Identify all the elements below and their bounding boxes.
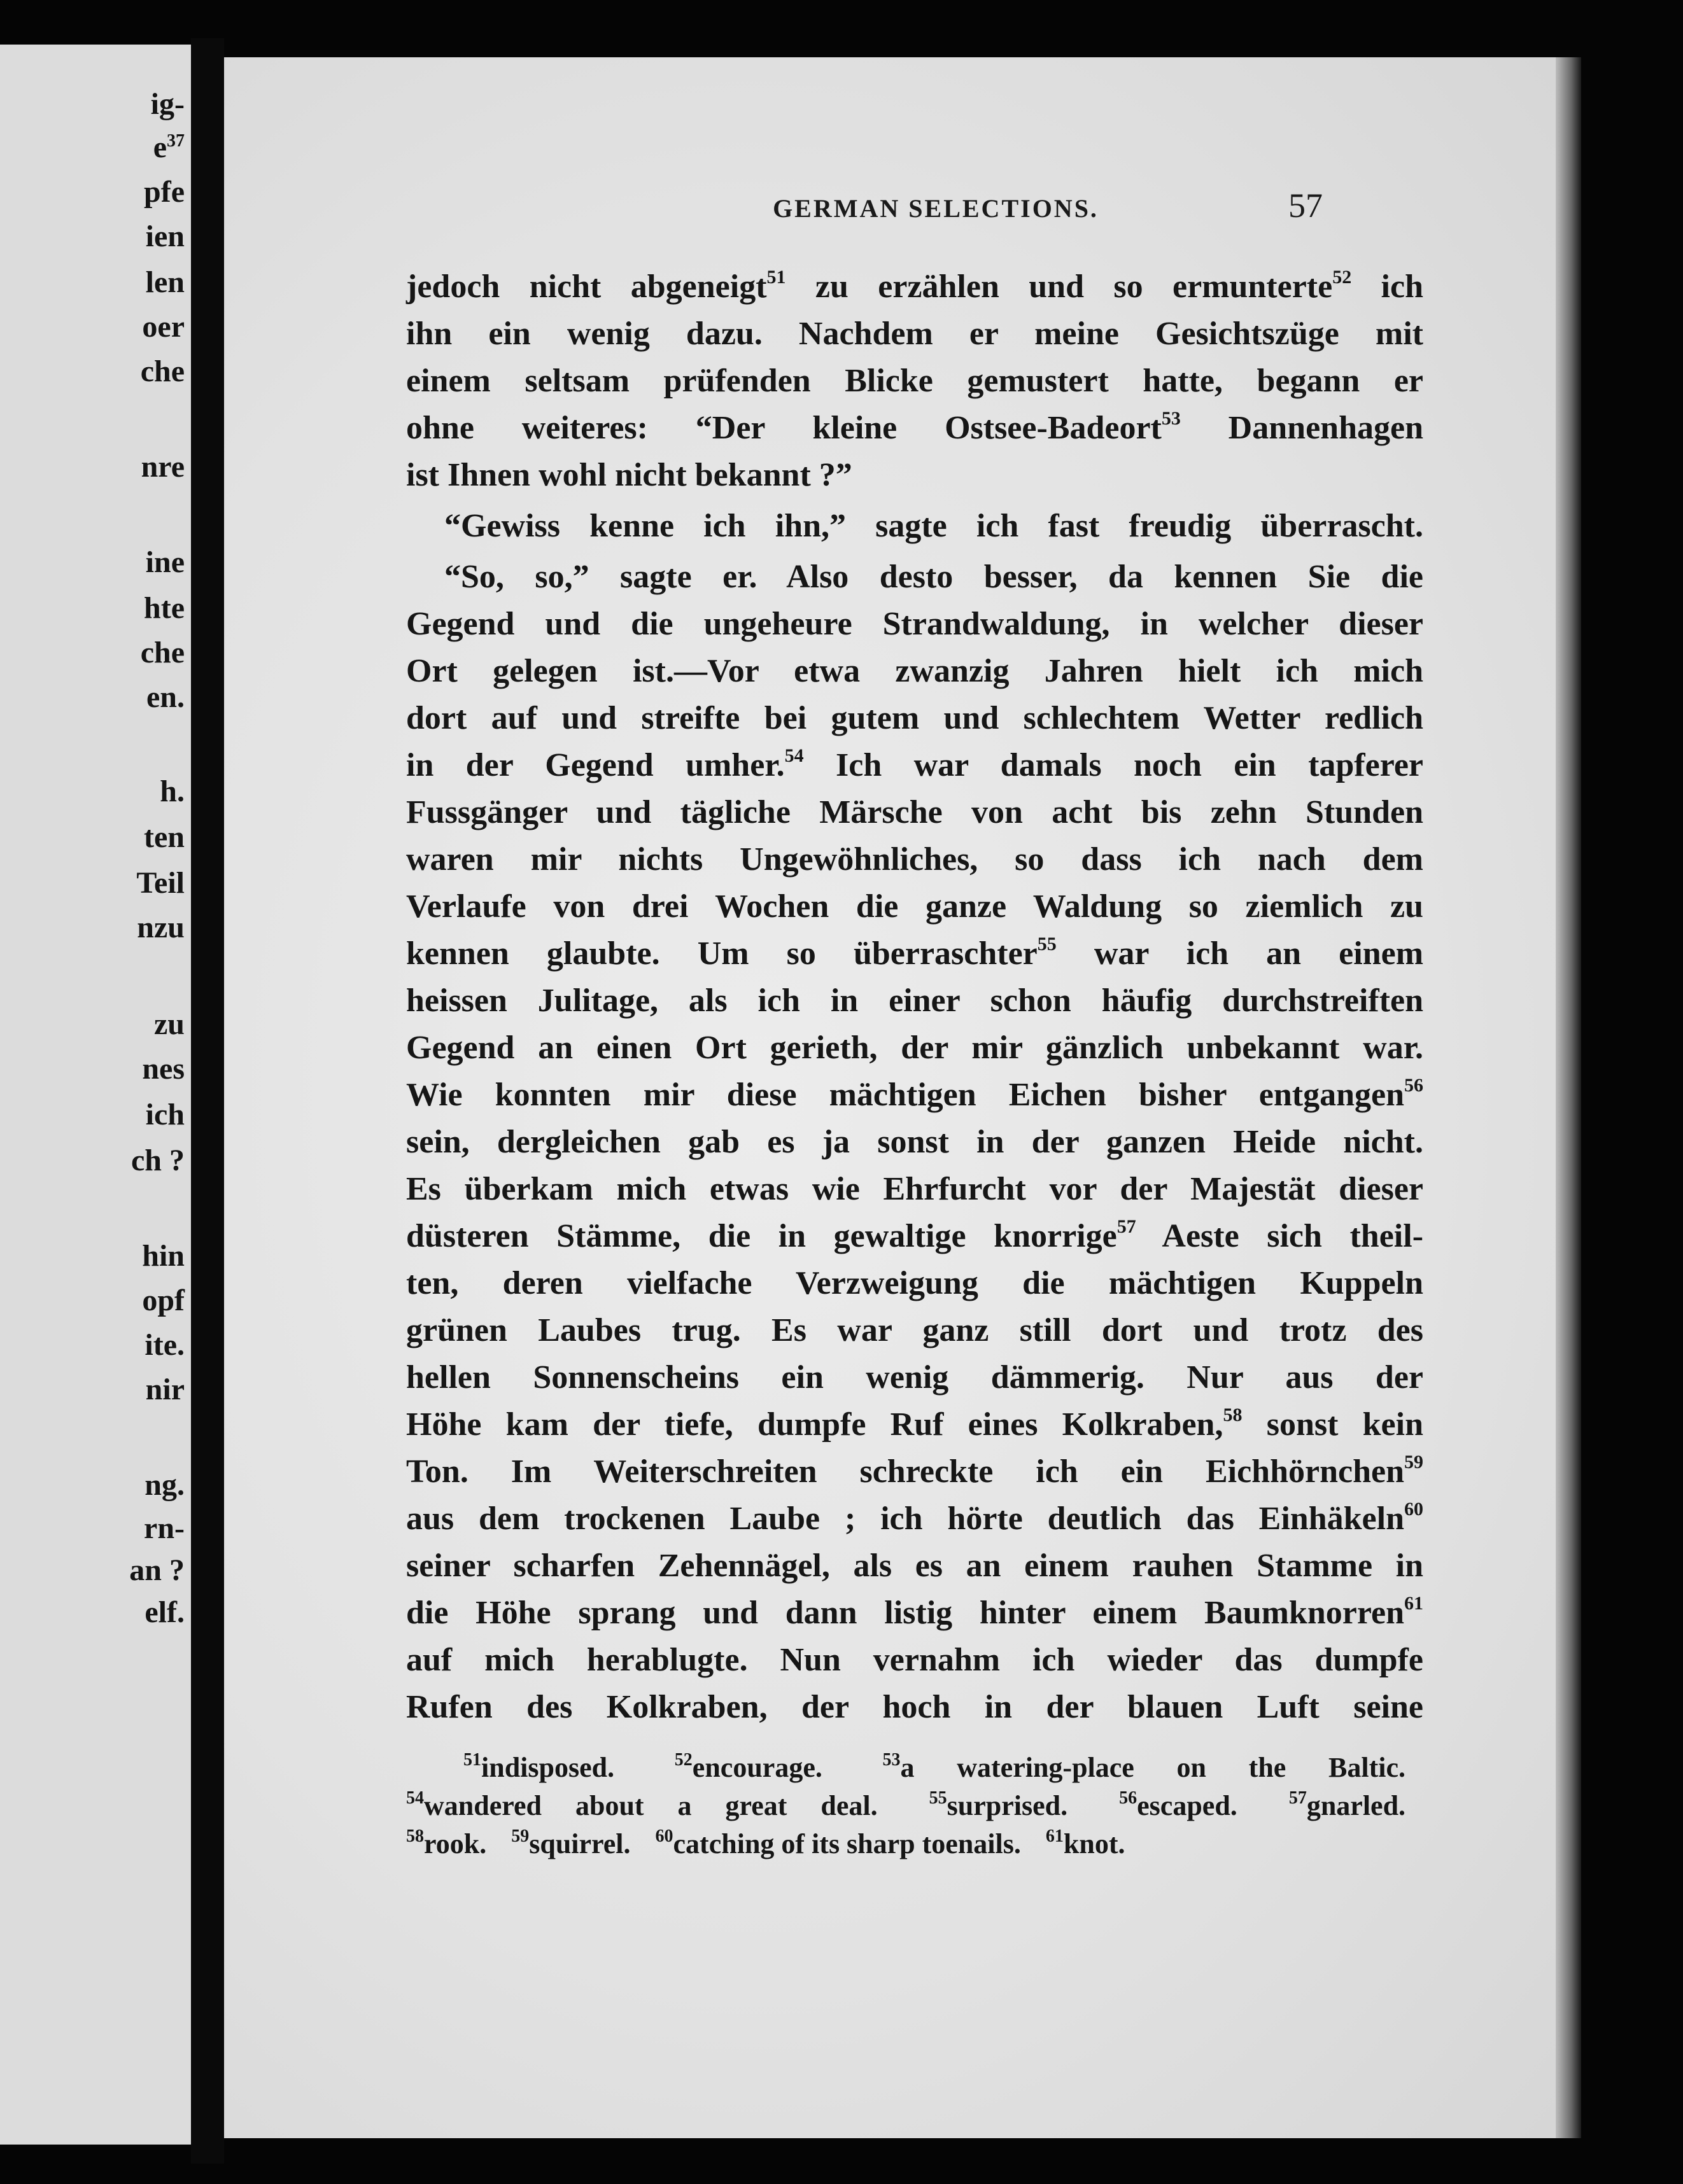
fragment-text: ien (145, 220, 185, 253)
text-line: einem seltsam prüfenden Blicke gemustert hatte, begann er (406, 363, 1423, 399)
text-line: ten, deren vielfache Verzweigung die mächtigen Kuppeln (406, 1265, 1423, 1301)
footnote (1289, 1790, 1405, 1821)
text-line: sein, dergleichen gab es ja sonst in der ganzen Heide nicht. (406, 1124, 1423, 1160)
footnote-text: indisposed. (481, 1752, 615, 1783)
facing-page-text-fragment (141, 638, 185, 668)
fragment-text: nes (142, 1052, 185, 1086)
footnote-number: 59 (511, 1826, 530, 1846)
footnote-number: 56 (1119, 1788, 1137, 1808)
footnote (463, 1752, 614, 1783)
footnote (406, 1790, 878, 1821)
facing-page-text-fragment (129, 1555, 185, 1586)
page-number: 57 (1288, 186, 1323, 225)
running-title: GERMAN SELECTIONS. (773, 194, 1099, 223)
footnote-number: 52 (674, 1750, 693, 1770)
fragment-text: ch ? (131, 1144, 185, 1177)
body-text (406, 263, 1423, 1731)
fragment-text: opf (142, 1284, 185, 1317)
fragment-text: che (140, 636, 185, 669)
footnote (883, 1752, 1405, 1783)
text-line: grünen Laubes trug. Es war ganz still dort und trotz des (406, 1312, 1423, 1348)
footnote (656, 1828, 1021, 1859)
facing-page-text-fragment (142, 1285, 185, 1316)
facing-page-text-fragment (137, 913, 185, 943)
footnote-line (406, 1787, 1423, 1825)
facing-page-text-fragment (144, 1330, 185, 1361)
footnote-reference: 52 (1332, 267, 1352, 288)
facing-page-text-fragment (146, 682, 185, 713)
text-line: Es überkam mich etwas wie Ehrfurcht vor der Majestät dieser (406, 1171, 1423, 1207)
fragment-text: nzu (137, 911, 185, 944)
facing-page-text-fragment (160, 776, 185, 807)
footnote-text: surprised. (947, 1790, 1068, 1821)
footnote (406, 1828, 486, 1859)
text-line: Rufen des Kolkraben, der hoch in der blauen Luft seine (406, 1689, 1423, 1725)
fragment-text: nir (145, 1373, 185, 1406)
fragment-text: ten (144, 820, 185, 854)
footnote (929, 1790, 1067, 1821)
facing-page-text-fragment (142, 1241, 185, 1271)
text-line: auf mich herablugte. Nun vernahm ich wieder das dumpfe (406, 1642, 1423, 1678)
footnote-number: 53 (882, 1750, 901, 1770)
fragment-text: zu (154, 1007, 185, 1041)
text-line: ihn ein wenig dazu. Nachdem er meine Gesichtszüge mit (406, 316, 1423, 352)
footnote-reference: 54 (784, 745, 804, 766)
text-line: in der Gegend umher.$^{54}$ Ich war damals noch ein tapferer (406, 745, 1424, 783)
text-line: Verlaufe von drei Wochen die ganze Waldung so ziemlich zu (406, 888, 1423, 925)
footnote-reference: 60 (1404, 1499, 1423, 1520)
fragment-text: che (140, 354, 185, 388)
text-line: ohne weiteres: “Der kleine Ostsee-Badeort$^{53}$ Dannenhagen (406, 408, 1423, 446)
facing-page-text-fragment (144, 822, 185, 853)
footnote-number: 60 (655, 1826, 673, 1846)
text-line: aus dem trockenen Laube ; ich hörte deutlich das Einhäkeln$^{60}$ (406, 1499, 1423, 1537)
text-line: Wie konnten mir diese mächtigen Eichen bisher entgangen$^{56}$ (406, 1075, 1423, 1113)
facing-page-text-fragment (141, 452, 185, 482)
fragment-text: en. (146, 680, 185, 714)
text-line: Ort gelegen ist.—Vor etwa zwanzig Jahren hielt ich mich (406, 653, 1423, 689)
text-line: Höhe kam der tiefe, dumpfe Ruf eines Kolkraben,$^{58}$ sonst kein (406, 1404, 1424, 1443)
running-head (185, 186, 1330, 232)
footnote-number: 58 (406, 1826, 424, 1846)
fragment-text: h. (160, 774, 185, 808)
fragment-text: an ? (129, 1553, 185, 1587)
fragment-text: pfe (144, 175, 185, 209)
text-line: seiner scharfen Zehennägel, als es an einem rauhen Stamme in (406, 1548, 1423, 1584)
facing-page-text-fragment (144, 1597, 185, 1628)
text-line: Ton. Im Weiterschreiten schreckte ich ein Eichhörnchen$^{59}$ (406, 1452, 1423, 1490)
fragment-text: ite. (144, 1328, 185, 1362)
text-line: Fussgänger und tägliche Märsche von acht bis zehn Stunden (406, 794, 1423, 830)
footnote-line (406, 1825, 1423, 1863)
fragment-text: oer (142, 310, 185, 344)
facing-page-text-fragment (131, 1145, 185, 1176)
fragment-text: len (145, 265, 185, 299)
facing-page-text-fragment (144, 1513, 185, 1544)
footnote-text: catching of its sharp toenails. (673, 1828, 1021, 1859)
footnote-number: 55 (929, 1788, 947, 1808)
page-edge-shadow (1556, 57, 1581, 2138)
footnote-text: escaped. (1137, 1790, 1237, 1821)
facing-page-text-fragment (136, 868, 185, 899)
facing-page-text-fragment (142, 1054, 185, 1084)
text-line: die Höhe sprang und dann listig hinter einem Baumknorren$^{61}$ (406, 1593, 1423, 1631)
facing-page-text-fragment (146, 267, 185, 298)
text-line: heissen Julitage, als ich in einer schon häufig durchstreiften (406, 983, 1423, 1019)
footnote-reference: 59 (1404, 1452, 1423, 1473)
text-line: düsteren Stämme, die in gewaltige knorrige$^{57}$ Aeste sich theil- (406, 1216, 1424, 1254)
facing-page-text-fragment (144, 593, 185, 624)
facing-page-fragment (0, 45, 191, 2145)
fragment-text: hte (144, 591, 185, 625)
footnote-reference: 53 (1161, 408, 1181, 429)
footnote-text: encourage. (692, 1752, 822, 1783)
facing-page-text-fragment (146, 1375, 185, 1405)
text-line: hellen Sonnenscheins ein wenig dämmerig. Nur aus der (406, 1359, 1423, 1396)
fragment-text: ine (145, 545, 185, 579)
facing-page-text-fragment (151, 89, 185, 120)
fragment-text: ng. (144, 1468, 185, 1502)
footnote-text: wandered about a great deal. (424, 1790, 878, 1821)
footnote-line (406, 1749, 1423, 1787)
text-line: ist Ihnen wohl nicht bekannt ?” (406, 457, 852, 493)
facing-page-text-fragment (144, 1470, 185, 1501)
fragment-superscript: 37 (167, 131, 185, 151)
text-line: waren mir nichts Ungewöhnliches, so dass ich nach dem (406, 841, 1423, 878)
text-line: jedoch nicht abgeneigt$^{51}$ zu erzählen und so ermunterte$^{52}$ ich (406, 267, 1424, 305)
footnote (1119, 1790, 1237, 1821)
text-line: “Gewiss kenne ich ihn,” sagte ich fast freudig überrascht. (444, 508, 1423, 544)
footnote (511, 1828, 630, 1859)
footnote-number: 57 (1288, 1788, 1307, 1808)
footnote-number: 51 (463, 1750, 481, 1770)
footnote (675, 1752, 822, 1783)
footnote-reference: 61 (1404, 1593, 1423, 1614)
fragment-text: hin (142, 1239, 185, 1273)
footnote-reference: 56 (1404, 1075, 1423, 1096)
facing-page-text-fragment (154, 1009, 185, 1040)
facing-page-text-fragment (146, 221, 185, 252)
fragment-text: nre (141, 450, 185, 484)
text-line: Gegend an einen Ort gerieth, der mir gänzlich unbekannt war. (406, 1030, 1423, 1066)
footnotes (406, 1749, 1423, 1863)
text-line: Gegend und die ungeheure Strandwaldung, in welcher dieser (406, 606, 1423, 642)
text-line: dort auf und streifte bei gutem und schlechtem Wetter redlich (406, 700, 1423, 736)
fragment-text: ich (145, 1098, 185, 1131)
facing-page-text-fragment (153, 132, 185, 163)
fragment-text: Teil (136, 866, 185, 900)
footnote-text: a watering-place on the Baltic. (900, 1752, 1405, 1783)
footnote-reference: 58 (1223, 1404, 1243, 1425)
footnote-text: rook. (424, 1828, 487, 1859)
fragment-text: ig- (150, 87, 185, 121)
facing-page-text-fragment (146, 547, 185, 578)
facing-page-text-fragment (144, 177, 185, 207)
footnote (1046, 1828, 1125, 1859)
footnote-number: 54 (406, 1788, 424, 1808)
text-line: kennen glaubte. Um so überraschter$^{55}$ war ich an einem (406, 934, 1424, 972)
footnote-reference: 51 (766, 267, 786, 288)
fragment-text: e (153, 130, 167, 164)
footnote-text: gnarled. (1306, 1790, 1406, 1821)
footnote-reference: 57 (1116, 1216, 1136, 1237)
footnote-reference: 55 (1037, 934, 1057, 955)
facing-page-text-fragment (142, 312, 185, 342)
fragment-text: rn- (144, 1511, 185, 1545)
book-gutter (191, 38, 224, 2164)
facing-page-text-fragment (146, 1100, 185, 1130)
text-line: “So, so,” sagte er. Also desto besser, da kennen Sie die (444, 559, 1423, 595)
footnote-number: 61 (1045, 1826, 1064, 1846)
fragment-text: elf. (144, 1595, 185, 1629)
footnote-text: squirrel. (529, 1828, 631, 1859)
footnote-text: knot. (1063, 1828, 1125, 1859)
facing-page-text-fragment (141, 356, 185, 387)
